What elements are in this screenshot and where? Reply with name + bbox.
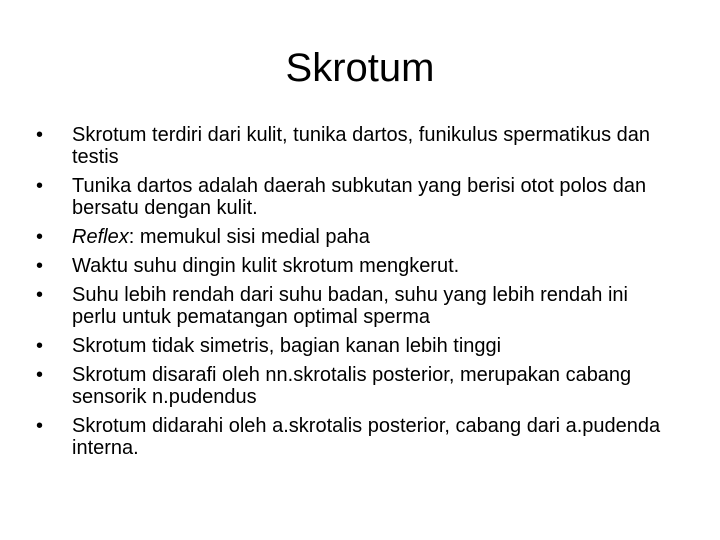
bullet-text: : memukul sisi medial paha xyxy=(128,226,370,248)
bullet-marker: • xyxy=(36,255,44,277)
bullet-marker: • xyxy=(36,364,44,386)
bullet-marker: • xyxy=(36,175,44,197)
bullet-text: Suhu lebih rendah dari suhu badan, suhu yang lebih rendah ini perlu untuk pematangan optimal sperma xyxy=(72,284,628,328)
bullet-marker: • xyxy=(36,415,44,437)
bullet-item xyxy=(36,415,676,459)
bullet-item xyxy=(36,284,676,328)
bullet-text: Skrotum disarafi oleh nn.skrotalis posterior, merupakan cabang sensorik n.pudendus xyxy=(72,364,632,408)
bullet-marker: • xyxy=(36,335,44,357)
bullet-item xyxy=(36,255,676,277)
bullet-text: Waktu suhu dingin kulit skrotum mengkerut. xyxy=(72,255,460,277)
bullet-item xyxy=(36,124,676,168)
bullet-italic-term: Reflex xyxy=(72,226,129,248)
bullet-marker: • xyxy=(36,284,44,306)
bullet-marker: • xyxy=(36,226,44,248)
bullet-text: Skrotum tidak simetris, bagian kanan lebih tinggi xyxy=(72,335,502,357)
bullet-marker: • xyxy=(36,124,44,146)
bullet-text: Skrotum didarahi oleh a.skrotalis posterior, cabang dari a.pudenda interna. xyxy=(72,415,661,459)
bullet-item xyxy=(36,175,676,219)
bullet-list xyxy=(36,124,676,466)
bullet-text: Tunika dartos adalah daerah subkutan yang berisi otot polos dan bersatu dengan kulit. xyxy=(72,175,647,219)
bullet-item xyxy=(36,364,676,408)
slide-title: Skrotum xyxy=(285,46,435,90)
bullet-item xyxy=(36,226,676,248)
bullet-item xyxy=(36,335,676,357)
bullet-text: Skrotum terdiri dari kulit, tunika dartos, funikulus spermatikus dan testis xyxy=(72,124,651,168)
